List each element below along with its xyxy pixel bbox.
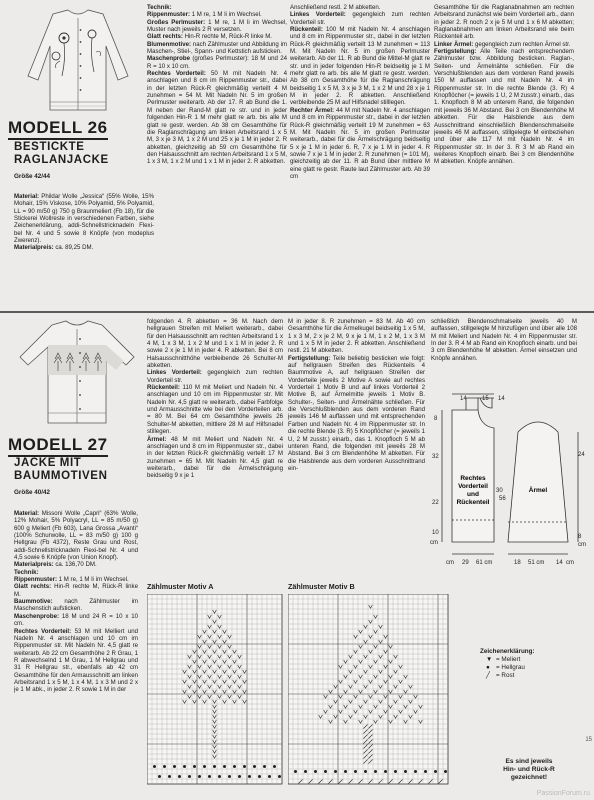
material-label: Material: <box>14 193 40 200</box>
para: Linkes Vorderteil: gegengleich zum rechten Vorderteil str. <box>290 11 430 26</box>
dim: 14 <box>498 396 505 402</box>
dim: cm <box>566 560 574 566</box>
dim: 61 cm <box>476 560 493 566</box>
model-26-size: Größe 42/44 <box>14 173 51 180</box>
dim: 14 <box>556 560 563 566</box>
rost-symbol-icon: ╱ <box>486 672 490 679</box>
schematic-label: Rückenteil <box>456 499 490 506</box>
para: Blumenmotive: nach Zählmuster und Abbildung im Maschen-, Stiel-, Spann- und Kettstich aufsticken. <box>147 40 287 56</box>
stitch-hellgrau <box>163 765 166 768</box>
legend-title: Zeichenerklärung: <box>480 648 535 655</box>
stitch-hellgrau <box>414 770 417 773</box>
stitch-hellgrau <box>193 765 196 768</box>
stitch-hellgrau <box>228 775 231 778</box>
para: Rückenteil: 100 M mit Nadeln Nr. 4 anschlagen und 8 cm im Rippenmuster str., dabei in der letzten Rück-R gleichmäßig verteilt 13 M zunehmen = 113 M. Mit Nadeln Nr. 5 im großen Perlmuster weiterarb. Ab der 11. R ab Bund die Mittel-M glatt re str. und in jeder folgenden Hin-R beidseitig je 1 M mehr glatt re arb. bis alle M glatt re gestr. werden. Ab 38 cm Gesamthöhe für die Raglanschrägung beidseitig 1 x 5 M, 3 x je 3 M, 1 x 2 M und 28 x je 1 M in jeder 2. R abketten. Anschließend verbleibende 25 M auf Hilfsnadel stilllegen. <box>290 26 430 107</box>
stitch-hellgrau <box>344 770 347 773</box>
stitch-hellgrau <box>374 770 377 773</box>
model-26-subtitle-1: BESTICKTE <box>14 141 85 153</box>
dim: 56 <box>499 496 506 502</box>
para: Fertigstellung: Alle Teile nach entsprechendem Zählmuster bzw. Abbildung besticken. Raglan-, Seiten- und Ärmelnähte schließen. Für die Verschlußblenden aus dem vorderen Rand jeweils 150 M auffassen und mit Nadeln Nr. 4 im Rippenmuster str. In die rechte Blende (3. R) 4 Knopflöcher (= jeweils 1 U, 2 M zusstr.) einarb., das 1. Knopfloch 8 M ab unterem Rand, die folgenden mit jeweils 36 M Abstand. Bei 3 cm Blendenhöhe M abketten. Für die Halsblende aus dem Ausschnittrand einschließlich Blendenschmalseite jeweils 46 M auffassen, stillgelegte M einbeziehen und über alle 117 M mit Nadeln Nr. 4 im Rippenmuster str. In der 3. R 3 M ab Rand ein weiteres Knopfloch einarb. Bei 3 cm Blendenhöhe M abketten. Knöpfe annähen. <box>434 48 574 166</box>
para: Rippenmuster: 1 M re, 1 M li im Wechsel. <box>147 11 262 19</box>
dim: cm <box>446 560 454 566</box>
stitch-hellgrau <box>268 775 271 778</box>
stitch-hellgrau <box>394 770 397 773</box>
stitch-hellgrau <box>304 770 307 773</box>
stitch-hellgrau <box>183 765 186 768</box>
page-number: 15 <box>585 737 592 743</box>
para: Rechtes Vorderteil: 50 M mit Nadeln Nr. 4 anschlagen und 8 cm im Rippenmuster str., dabei in der letzten Rück-R gleichmäßig verteilt 4 M zunehmen = 54 M. Mit Nadeln Nr. 5 im großen Perlmuster weiterarb. Ab der 17. R ab Bund die 1. M neben der Rand-M glatt re str. und in jeder folgenden Hin-R 1 M mehr glatt re arb. bis alle M glatt re gestr. werden. Ab 38 cm Gesamthöhe für die Raglanschrägung am linken Arbeitsrand 1 x 5 M, 3 x je 3 M, 1 x 2 M und 25 x je 1 M in jeder 2. R abketten, gleichzeitig ab 59 cm Gesamthöhe für den Halsausschnitt am rechten Arbeitsrand 1 x 5 M, 1 x 3 M, 1 x 2 M und 1 x 1 M in jeder 2. R abketten. <box>147 70 287 166</box>
column-2-top <box>147 4 287 308</box>
schematic-sleeve-label: Ärmel <box>528 487 548 494</box>
stitch-hellgrau <box>364 770 367 773</box>
dim: 30 <box>496 488 503 494</box>
column-4-top <box>434 4 574 308</box>
model-26-title: MODELL 26 <box>8 118 108 140</box>
stitch-hellgrau <box>198 775 201 778</box>
chart-motif-a <box>147 594 283 794</box>
stitch-hellgrau <box>294 770 297 773</box>
dim: cm <box>430 540 438 546</box>
stitch-hellgrau <box>233 765 236 768</box>
dim: 32 <box>432 454 439 460</box>
column-2-mid: folgenden 4. R abketten = 36 M. Nach dem hellgrauen Streifen mit Meliert weiterarb., dabei für den Halsausschnitt am rechten Arbeitsrand 1 x 4 M, 1 x 3 M, 1 x 2 M und 1 x 1 M in jeder 2. R sowie 2 x je 1 M in jeder 4. R abketten. Bei 8 cm Halsausschnitthöhe verbleibende 26 Schulter-M abketten. Linkes Vorderteil: gegengleich zum rechten Vorderteil str. Rückenteil: 110 M mit Meliert und Nadeln Nr. 4 anschlagen und 10 cm im Rippenmuster str. Mit Nadeln Nr. 4,5 glatt re weiterarb., dabei Farbfolge und Armausschnitte wie bei den Vorderteilen arb. = 80 M. Bei 64 cm Gesamthöhe jeweils 26 Schulter-M abketten, mittlere 28 M auf Hilfsnadel stillegen. Ärmel: 48 M mit Meliert und Nadeln Nr. 4 anschlagen und 8 cm im Rippenmuster str., dabei in der letzten Rück-R gleichmäßig verteilt 17 M zunehmen = 65 M. Mit Nadeln Nr. 4,5 glatt re weiterarb., dabei für die Ärmelschrägung beidseitig 9 x je 1 <box>147 318 283 480</box>
schematic-label: und <box>467 491 479 498</box>
para: Maschenprobe (großes Perlmuster): 18 M und 24 R = 10 x 10 cm. <box>147 55 287 70</box>
model-27-subtitle-2: BAUMMOTIVEN <box>14 470 108 482</box>
stitch-hellgrau <box>243 765 246 768</box>
legend-item: ● = Hellgrau <box>486 664 525 671</box>
sweater-26-illustration <box>18 6 138 114</box>
stitch-hellgrau <box>208 775 211 778</box>
section-divider <box>0 311 594 313</box>
stitch-hellgrau <box>248 775 251 778</box>
stitch-hellgrau <box>178 775 181 778</box>
chart-a-title: Zählmuster Motiv A <box>147 582 214 591</box>
stitch-hellgrau <box>258 775 261 778</box>
model-27-size: Größe 40/42 <box>14 489 51 496</box>
model-27-subtitle-1: JACKE MIT <box>14 457 82 469</box>
model-26-subtitle-2: RAGLANJACKE <box>14 154 109 166</box>
stitch-hellgrau <box>444 770 447 773</box>
dim: 24 <box>578 452 585 458</box>
para: Linker Ärmel: gegengleich zum rechten Ärmel str. <box>434 40 571 48</box>
stitch-hellgrau <box>424 770 427 773</box>
legend <box>480 648 590 680</box>
schematic-label: Vorderteil <box>458 483 488 490</box>
stitch-hellgrau <box>153 765 156 768</box>
sweater-27-illustration <box>14 317 140 429</box>
column-3-mid: M in jeder 8. R zunehmen = 83 M. Ab 40 cm Gesamthöhe für die Ärmelkugel beidseitig 1 x 5 M, 1 x 3 M, 2 x je 2 M, 9 x je 1 M, 1 x 2 M, 1 x 3 M und 1 x 5 M in jeder 2. R abketten. Anschließend restl. 21 M abketten. Fertigstellung: Teile beliebig besticken wie folgt: auf hellgrauen Streifen des Rückenteils 4 Baummotive A, auf hellgrauen Streifen der Vorderteile jeweils 2 Motive A sowie auf rechtes Vorderteil 1 Motiv B und auf linkes Vorderteil 2 Motive B, auf Ärmelmitte jeweils 1 Motiv B. Schulter-, Seiten- und Ärmelnähte schließen. Für die Verschlußblenden aus dem vorderen Rand jeweils 146 M auffassen und mit entsprechenden Farben und Nadeln Nr. 4 im Rippenmuster str. In die rechte Blende (3. R) 5 Knopflöcher (= jeweils 1 U, 2 M zusstr.) einarb., das 1. Knopfloch 5 M ab unteren Rand, die folgenden mit jeweils 28 M Abstand. Bei 3 cm Blendenhöhe M abketten. Für die Halsblende aus dem vorderen Ausschnittrand ein- <box>288 318 425 472</box>
stitch-hellgrau <box>354 770 357 773</box>
dim: 10 <box>432 530 439 536</box>
price-label: Materialpreis: <box>14 244 54 252</box>
rows-note: Es sind jeweils Hin- und Rück-R gezeichnet! <box>503 758 555 781</box>
stitch-hellgrau <box>188 775 191 778</box>
size-schematic <box>428 392 588 572</box>
stitch-hellgrau <box>278 775 281 778</box>
stitch-hellgrau <box>334 770 337 773</box>
column-4-mid: schließlich Blendenschmalseite jeweils 40 M auffassen, stillgelegte M hinzufügen und über alle 108 M mit Meliert und Nadeln Nr. 4 im Rippenmuster str. In der 3. R 4 M ab Rand ein Knopfloch einarb. und bei 3 cm Blendenhöhe M abketten. Ärmel einsetzen und Knöpfe annähen. <box>431 318 577 362</box>
legend-item: ▼ = Meliert <box>486 656 521 663</box>
model-26-material <box>14 193 154 252</box>
column-3-top <box>290 4 430 308</box>
para: Anschließend restl. 2 M abketten. <box>290 4 381 11</box>
stitch-hellgrau <box>273 765 276 768</box>
stitch-hellgrau <box>168 775 171 778</box>
stitch-hellgrau <box>324 770 327 773</box>
stitch-hellgrau <box>213 765 216 768</box>
chart-b-title: Zählmuster Motiv B <box>288 582 355 591</box>
dim: 29 <box>462 560 469 566</box>
para: Großes Perlmuster: 1 M re, 1 M li im Wechsel, Muster nach jeweils 2 R versetzen. <box>147 18 287 34</box>
dim: 22 <box>432 500 439 506</box>
dim: 18 <box>514 560 521 566</box>
stitch-hellgrau <box>158 775 161 778</box>
price-text: ca. 89,25 DM. <box>55 244 94 252</box>
watermark: PassionForum.ru <box>536 790 590 797</box>
stitch-hellgrau <box>238 775 241 778</box>
para: Glatt rechts: Hin-R rechte M, Rück-R linke M. <box>147 33 272 41</box>
para: Gesamthöhe für die Raglanabnahmen am rechten Arbeitsrand zunächst wie beim Vorderteil arb., dann in jeder 2. R noch 2 x je 5 M und 1 x 6 M abketten; Raglanabnahmen am linken Arbeitsrand wie beim Rückenteil arb. <box>434 4 574 41</box>
dim: 8 <box>578 534 582 540</box>
dim: 51 cm <box>528 560 545 566</box>
stitch-hellgrau <box>218 775 221 778</box>
stitch-hellgrau <box>173 765 176 768</box>
dim: cm <box>578 542 586 548</box>
stitch-hellgrau <box>253 765 256 768</box>
stitch-hellgrau <box>203 765 206 768</box>
dim: 8 <box>434 416 438 422</box>
stitch-hellgrau <box>384 770 387 773</box>
chart-motif-b <box>288 594 450 794</box>
dim: 15 <box>482 396 489 402</box>
meliert-symbol-icon: ▼ <box>486 656 493 663</box>
stitch-hellgrau <box>314 770 317 773</box>
model-27-title: MODELL 27 <box>8 435 108 457</box>
hellgrau-symbol-icon: ● <box>486 664 490 671</box>
stitch-hellgrau <box>434 770 437 773</box>
legend-item: ╱ = Rost <box>486 672 515 679</box>
dim: 14 <box>460 396 467 402</box>
stitch-hellgrau <box>404 770 407 773</box>
model-27-material-technik: Material: Missoni Wolle „Capri“ (63% Wolle, 12% Mohair, 5% Polyacryl, LL = 85 m/50 g) 600 g Meliert (Fb 603), Lana Grossa „Avanti“ (100% Schurwolle, LL = 83 m/50 g) 100 g Hellgrau (Fb 4372), Reste Grau und Rost, addi-Schnellstricknadeln Flexi-bel Nr. 4 und 4,5 sowie 6 Knöpfe (von Union Knopf). Materialpreis: ca. 136,70 DM. Technik: Rippenmuster: 1 M re, 1 M li im Wechsel. Glatt rechts: Hin-R rechte M, Rück-R linke M. Baummotive: nach Zählmuster im Maschenstich aufsticken. Maschenprobe: 18 M und 24 R = 10 x 10 cm. Rechtes Vorderteil: 53 M mit Melliert und Nadeln Nr. 4 anschlagen und 10 cm im Rippenmuster str. Mit Nadeln Nr. 4,5 glatt re weiterarb. Ab 22 cm Gesamthöhe 2 R Grau, 1 R abwechselnd 1 M Grau, 1 M Hellgrau und 31 R Hellgrau str., ebenfalls ab 42 cm Gesamthöhe für den Armausschnitt am linken Arbeitsrand 1 x 5 M, 1 x 4 M, 1 x 3 M und 2 x je 1 M abk., in jeder 2. R sowie 1 M in der <box>14 510 138 694</box>
schematic-label: Rechtes <box>460 475 486 482</box>
technik-title: Technik: <box>147 4 172 11</box>
para: Rechter Ärmel: 44 M mit Nadeln Nr. 4 anschlagen und 8 cm im Rippenmuster str., dabei in der letzten Rück-R gleichmäßig verteilt 19 M zunehmen = 63 M. Mit Nadeln Nr. 5 im großen Perlmuster weiterarb., dabei für die Ärmelschrägung beidseitig 5 x je 1 M in jeder 6. R, 7 x je 1 M in jeder 4. R sowie 7 x je 1 M in jeder 2. R zunehmen (= 101 M), gleichzeitig ab der 11. R ab Bund über mittlere M eine glatt re gestr. Raute laut Zählmuster arb. Ab 39 cm <box>290 106 430 180</box>
stitch-hellgrau <box>263 765 266 768</box>
material-text: Phildar Wolle „Jessica“ (55% Wolle, 15% Mohair, 15% Viskose, 10% Polyamid, 5% Polyamid, LL = 90 m/50 g) 750 g Braunmeliert (Fb 18), für die Stickerei Wollreste in verschiedenen Farben, siehe Zeichenerklärung, addi-Schnellstricknadeln Flexi-bel Nr. 4 und 5 sowie 8 Knöpfe (von modeplus Zwerenz). <box>14 193 154 245</box>
stitch-hellgrau <box>223 765 226 768</box>
